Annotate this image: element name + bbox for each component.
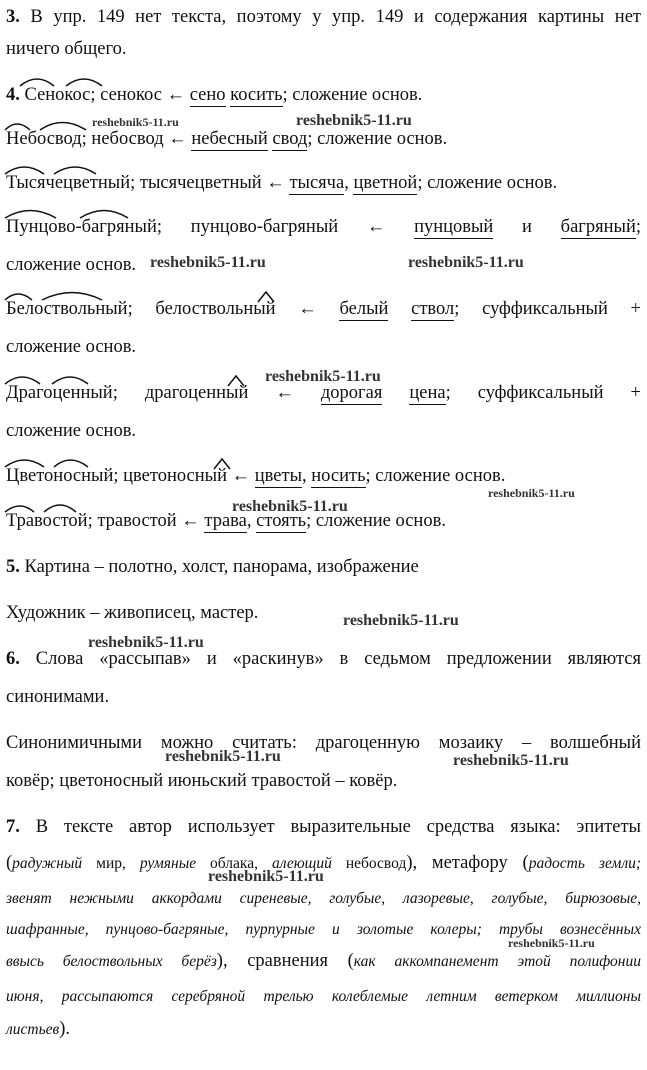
task4-row-4-line2: сложение основ.	[6, 255, 137, 275]
task7-text: В тексте автор использует выразительные средства языка: эпитеты	[19, 817, 641, 837]
epithet: алеющий	[271, 855, 332, 872]
source-word: косить	[230, 85, 283, 105]
row-text: ; белоствольный ←	[127, 299, 340, 319]
watermark: reshebnik5-11.ru	[88, 634, 204, 651]
source-word: цена	[409, 383, 446, 403]
row-text: ; сенокос ←	[90, 85, 190, 105]
task4-row-3	[6, 172, 557, 194]
source-word: цветы	[254, 466, 303, 486]
source-word: небесный	[191, 129, 268, 149]
task6-text: Слова «рассыпав» и «раскинув» в седьмом предложении являются	[19, 649, 641, 669]
row-tail: ; сложение основ.	[282, 85, 423, 105]
watermark: reshebnik5-11.ru	[488, 486, 575, 500]
source-word: тысяча	[289, 173, 345, 193]
derived-word: Белоствольный	[6, 299, 128, 319]
plain: облака,	[196, 855, 272, 872]
watermark: reshebnik5-11.ru	[408, 254, 524, 271]
epithet: радужный	[12, 855, 83, 872]
source-word: багряный	[560, 217, 636, 237]
plain: ), сравнения (	[216, 951, 354, 971]
plain: небосвод	[331, 855, 407, 872]
row-text: ; цветоносный ←	[113, 466, 255, 486]
watermark: reshebnik5-11.ru	[343, 612, 459, 629]
derived-word: Драгоценный	[6, 383, 113, 403]
row-tail: ; суффиксальный +	[445, 383, 641, 403]
sep	[388, 299, 411, 319]
task4-number: 4.	[6, 85, 20, 105]
epithet: румяные	[139, 855, 197, 872]
row-text: ; тысячецветный ←	[130, 173, 290, 193]
source-word: стоять	[256, 511, 307, 531]
row-text: ; драгоценный ←	[112, 383, 321, 403]
task3-line2: ничего общего.	[6, 39, 127, 59]
task4-row-4	[6, 216, 641, 238]
comparison: как аккомпанемент этой полифонии	[353, 953, 641, 970]
watermark: reshebnik5-11.ru	[232, 498, 348, 515]
row-text: ; небосвод ←	[81, 129, 192, 149]
row-text: ; травостой ←	[87, 511, 205, 531]
source-word: трава	[204, 511, 247, 531]
source-word: ствол	[411, 299, 455, 319]
task4-row-8	[6, 510, 446, 532]
task7-number: 7.	[6, 817, 20, 837]
task4-row-5	[6, 298, 641, 320]
watermark: reshebnik5-11.ru	[150, 254, 266, 271]
task7-line1	[6, 816, 641, 838]
task4-row-1	[6, 84, 422, 106]
task4-row-2	[6, 128, 447, 150]
row-text: ; пунцово-багряный ←	[156, 217, 415, 237]
task5-line2: Художник – живописец, мастер.	[6, 603, 259, 623]
source-word: белый	[339, 299, 389, 319]
watermark: reshebnik5-11.ru	[453, 752, 569, 769]
row-tail: ; сложение основ.	[307, 129, 448, 149]
row-tail: ; сложение основ.	[417, 173, 558, 193]
derived-word: Травостой	[6, 511, 88, 531]
derived-word: Тысячецветный	[6, 173, 131, 193]
plain: ), метафору (	[406, 853, 529, 873]
watermark: reshebnik5-11.ru	[92, 115, 179, 129]
task7-line4: шафранные, пунцово-багряные, пурпурные и золотые колеры; трубы вознесённых	[6, 921, 641, 938]
row-tail: ; суффиксальный +	[454, 299, 641, 319]
derived-word: Небосвод	[6, 129, 82, 149]
source-word: сено	[189, 85, 226, 105]
source-word: дорогая	[320, 383, 383, 403]
derived-word: Сенокос	[24, 85, 91, 105]
task3-text: В упр. 149 нет текста, поэтому у упр. 149 и содержания картины нет	[19, 7, 641, 27]
task3-line1	[6, 6, 641, 28]
paren: (	[6, 853, 13, 873]
task7-line3: звенят нежными аккордами сиреневые, голубые, лазоревые, голубые, бирюзовые,	[6, 890, 641, 907]
task7-line7	[6, 1018, 70, 1041]
sep: ,	[302, 466, 312, 486]
watermark: reshebnik5-11.ru	[265, 368, 381, 385]
plain: мир,	[82, 855, 140, 872]
source-word: пунцовый	[414, 217, 494, 237]
sep: ,	[246, 511, 257, 531]
metaphor: ввысь белоствольных берёз	[6, 953, 217, 970]
sep: ,	[344, 173, 354, 193]
task5-text: Картина – полотно, холст, панорама, изображение	[19, 557, 419, 577]
comparison: листьев	[6, 1021, 60, 1038]
source-word: носить	[311, 466, 366, 486]
source-word: свод	[272, 129, 308, 149]
watermark: reshebnik5-11.ru	[296, 112, 412, 129]
derived-word: Пунцово-багряный	[6, 217, 157, 237]
task6-line4: ковёр; цветоносный июньский травостой – ковёр.	[6, 771, 398, 791]
watermark: reshebnik5-11.ru	[208, 868, 324, 885]
task7-line5	[6, 950, 641, 973]
task6-line2: синонимами.	[6, 687, 110, 707]
task5-line1	[6, 556, 419, 578]
source-word: цветной	[353, 173, 418, 193]
task4-row-6-line2: сложение основ.	[6, 421, 137, 441]
task7-line6: июня, рассыпаются серебряной трелью колеблемые летним ветерком миллионы	[6, 988, 641, 1005]
task3-number: 3.	[6, 7, 20, 27]
task4-row-7	[6, 465, 505, 487]
watermark: reshebnik5-11.ru	[508, 936, 595, 950]
task6-number: 6.	[6, 649, 20, 669]
sep	[382, 383, 409, 403]
task6-line3: Синонимичными можно считать: драгоценную мозаику – волшебный	[6, 733, 641, 753]
row-tail: ; сложение основ.	[306, 511, 446, 531]
watermark: reshebnik5-11.ru	[165, 748, 281, 765]
row-tail: ;	[635, 217, 641, 237]
metaphor: радость земли;	[528, 855, 642, 872]
task5-number: 5.	[6, 557, 20, 577]
task4-row-5-line2: сложение основ.	[6, 337, 137, 357]
sep: и	[493, 217, 561, 237]
row-tail: ; сложение основ.	[365, 466, 506, 486]
derived-word: Цветоносный	[6, 466, 114, 486]
plain: ).	[59, 1019, 71, 1039]
